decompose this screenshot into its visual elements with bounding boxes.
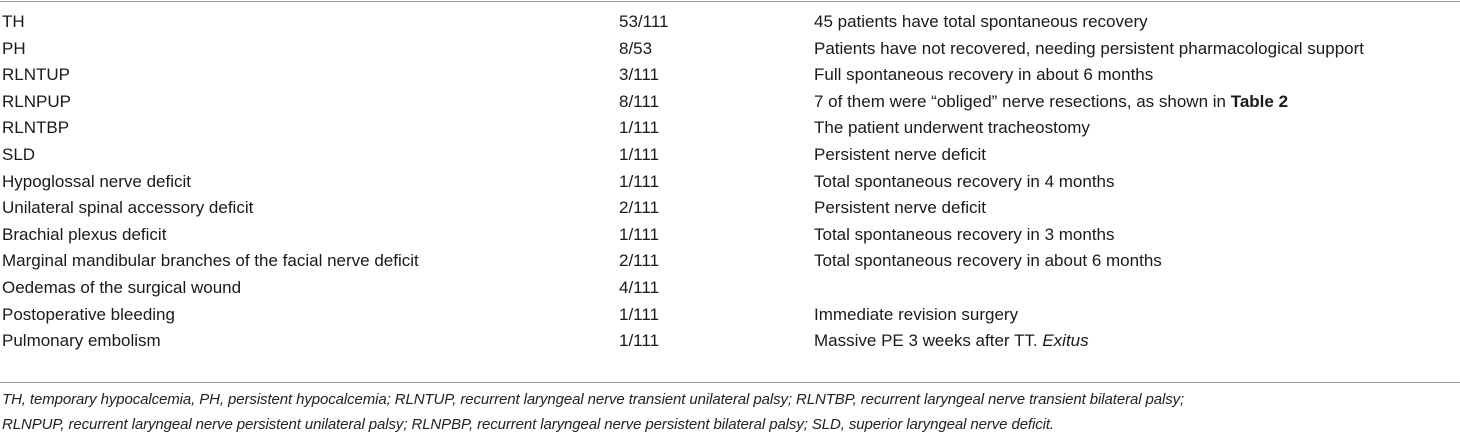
- footnote-line: RLNPUP, recurrent laryngeal nerve persistent unilateral palsy; RLNPBP, recurrent laryngeal nerve persistent bilateral palsy; SLD, superior laryngeal nerve deficit.: [2, 416, 1055, 433]
- complication-cell: RLNTBP: [2, 118, 70, 138]
- note-italic-text: Exitus: [1042, 331, 1089, 351]
- table-top-rule: [0, 1, 1460, 2]
- table-row: [0, 9, 1460, 36]
- note-text: Persistent nerve deficit: [814, 144, 986, 164]
- note-text: 45 patients have total spontaneous recovery: [814, 12, 1148, 31]
- table-row: [0, 248, 1460, 275]
- complication-cell: SLD: [2, 144, 36, 164]
- count-cell: 2/111: [619, 251, 660, 271]
- count-cell: 1/111: [619, 144, 660, 164]
- count-cell: 3/111: [619, 65, 660, 85]
- complication-cell: TH: [2, 12, 25, 31]
- note-text: The patient underwent tracheostomy: [814, 118, 1090, 138]
- complication-cell: Postoperative bleeding: [2, 304, 175, 324]
- note-cell: [814, 142, 986, 169]
- complication-cell: Marginal mandibular branches of the facial nerve deficit: [2, 251, 419, 271]
- note-cell: [814, 328, 1089, 355]
- count-cell: 1/111: [619, 331, 660, 351]
- note-text: Patients have not recovered, needing persistent pharmacological support: [814, 38, 1365, 58]
- table-row: [0, 169, 1460, 196]
- count-cell: 1/111: [619, 118, 660, 138]
- complication-cell: Pulmonary embolism: [2, 331, 161, 351]
- complication-cell: RLNPUP: [2, 91, 71, 111]
- count-cell: 2/111: [619, 198, 660, 218]
- count-cell: 53/111: [619, 12, 669, 31]
- note-cell: [814, 302, 1018, 329]
- table-row: [0, 62, 1460, 89]
- table-row: [0, 222, 1460, 249]
- complication-cell: RLNTUP: [2, 65, 71, 85]
- table-row: [0, 89, 1460, 116]
- count-cell: 1/111: [619, 171, 660, 191]
- note-cell: [814, 36, 1364, 63]
- note-text: 7 of them were “obliged” nerve resections, as shown in: [814, 91, 1231, 111]
- table-body: [0, 9, 1460, 355]
- table-row: [0, 195, 1460, 222]
- note-cell: [814, 195, 986, 222]
- table-row: [0, 328, 1460, 355]
- count-cell: 8/53: [619, 38, 653, 58]
- complication-cell: Hypoglossal nerve deficit: [2, 171, 191, 191]
- count-cell: 8/111: [619, 91, 660, 111]
- table-row: [0, 302, 1460, 329]
- table-row: [0, 36, 1460, 63]
- note-text: Total spontaneous recovery in about 6 months: [814, 251, 1162, 271]
- note-cell: [814, 115, 1090, 142]
- note-text: Massive PE 3 weeks after TT.: [814, 331, 1043, 351]
- note-cell: [814, 169, 1115, 196]
- note-text: Full spontaneous recovery in about 6 months: [814, 65, 1154, 85]
- note-text: Total spontaneous recovery in 4 months: [814, 171, 1115, 191]
- table-bottom-rule: [0, 382, 1460, 383]
- complication-cell: Unilateral spinal accessory deficit: [2, 198, 254, 218]
- note-cell: [814, 89, 1288, 116]
- note-text: Persistent nerve deficit: [814, 198, 986, 218]
- note-cell: [814, 62, 1153, 89]
- table-row: [0, 115, 1460, 142]
- count-cell: 1/111: [619, 304, 660, 324]
- note-cell: [814, 9, 1148, 36]
- table-footnote: [2, 387, 1458, 437]
- note-cell: [814, 248, 1162, 275]
- table-reference-link[interactable]: Table 2: [1230, 91, 1289, 111]
- note-text: Immediate revision surgery: [814, 304, 1019, 324]
- note-cell: [814, 222, 1115, 249]
- footnote-line: TH, temporary hypocalcemia, PH, persistent hypocalcemia; RLNTUP, recurrent laryngeal nerve transient unilateral palsy; RLNTBP, recurrent laryngeal nerve transient bilateral palsy;: [2, 391, 1185, 408]
- complication-cell: PH: [2, 38, 26, 58]
- note-text: Total spontaneous recovery in 3 months: [814, 224, 1115, 244]
- table-row: [0, 275, 1460, 302]
- count-cell: 1/111: [619, 224, 660, 244]
- complication-cell: Brachial plexus deficit: [2, 224, 167, 244]
- count-cell: 4/111: [619, 277, 660, 297]
- complication-cell: Oedemas of the surgical wound: [2, 277, 242, 297]
- table-row: [0, 142, 1460, 169]
